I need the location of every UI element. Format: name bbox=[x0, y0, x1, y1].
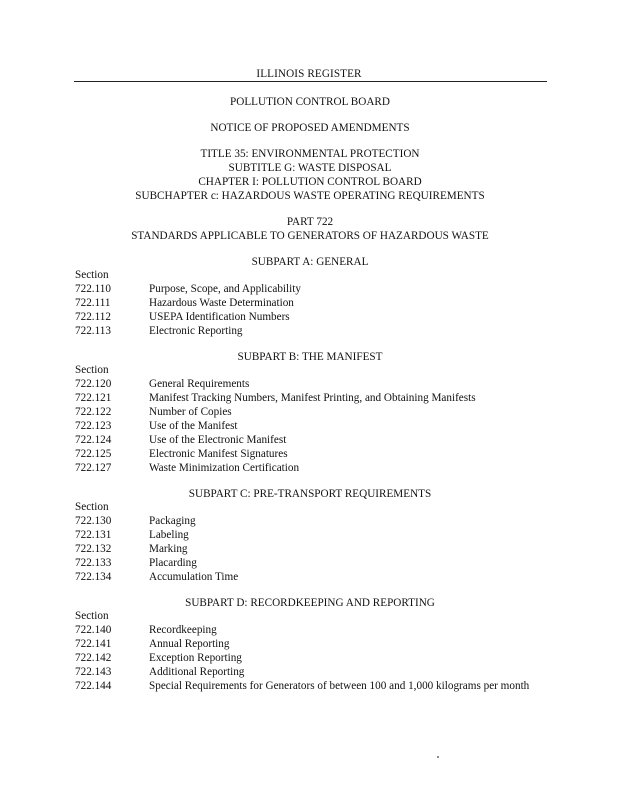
section-label: Section bbox=[75, 364, 109, 376]
section-title: Annual Reporting bbox=[149, 638, 230, 650]
section-title: Marking bbox=[149, 543, 188, 555]
section-title: Packaging bbox=[149, 515, 196, 527]
section-title: Electronic Manifest Signatures bbox=[149, 448, 288, 460]
section-number: 722.127 bbox=[75, 462, 112, 474]
section-number: 722.122 bbox=[75, 406, 112, 418]
register-header: ILLINOIS REGISTER bbox=[256, 68, 362, 80]
section-number: 722.131 bbox=[75, 529, 112, 541]
section-number: 722.134 bbox=[75, 571, 112, 583]
section-title: Waste Minimization Certification bbox=[149, 462, 300, 474]
section-title: USEPA Identification Numbers bbox=[149, 311, 290, 323]
section-title: Additional Reporting bbox=[149, 666, 245, 678]
section-title: General Requirements bbox=[149, 378, 250, 390]
section-title: Labeling bbox=[149, 529, 189, 541]
section-title: Purpose, Scope, and Applicability bbox=[149, 283, 301, 295]
subpart-heading: SUBPART B: THE MANIFEST bbox=[237, 351, 383, 363]
chapter-line: CHAPTER I: POLLUTION CONTROL BOARD bbox=[198, 176, 422, 188]
section-label: Section bbox=[75, 610, 109, 622]
title-line: TITLE 35: ENVIRONMENTAL PROTECTION bbox=[200, 148, 420, 160]
section-number: 722.125 bbox=[75, 448, 112, 460]
subpart-heading: SUBPART C: PRE-TRANSPORT REQUIREMENTS bbox=[188, 488, 432, 500]
page-speck bbox=[437, 756, 439, 758]
section-number: 722.143 bbox=[75, 666, 112, 678]
section-label: Section bbox=[75, 269, 109, 281]
section-number: 722.110 bbox=[75, 283, 111, 295]
subchapter-line: SUBCHAPTER c: HAZARDOUS WASTE OPERATING REQUIREMENTS bbox=[135, 190, 485, 202]
section-title: Accumulation Time bbox=[149, 571, 239, 583]
section-number: 722.140 bbox=[75, 624, 112, 636]
section-number: 722.133 bbox=[75, 557, 112, 569]
section-title: Number of Copies bbox=[149, 406, 232, 418]
part-number: PART 722 bbox=[286, 216, 334, 228]
section-title: Use of the Electronic Manifest bbox=[149, 434, 287, 446]
header-rule bbox=[74, 81, 547, 82]
section-number: 722.132 bbox=[75, 543, 112, 555]
section-title: Manifest Tracking Numbers, Manifest Printing, and Obtaining Manifests bbox=[149, 392, 476, 404]
notice-title: NOTICE OF PROPOSED AMENDMENTS bbox=[210, 122, 410, 134]
section-title: Placarding bbox=[149, 557, 197, 569]
section-number: 722.144 bbox=[75, 680, 112, 692]
subpart-heading: SUBPART A: GENERAL bbox=[251, 256, 369, 268]
subpart-heading: SUBPART D: RECORDKEEPING AND REPORTING bbox=[185, 597, 435, 609]
section-number: 722.113 bbox=[75, 325, 111, 337]
section-number: 722.130 bbox=[75, 515, 112, 527]
section-number: 722.124 bbox=[75, 434, 112, 446]
board-name: POLLUTION CONTROL BOARD bbox=[230, 96, 390, 108]
section-title: Recordkeeping bbox=[149, 624, 217, 636]
section-title: Electronic Reporting bbox=[149, 325, 243, 337]
section-title: Use of the Manifest bbox=[149, 420, 238, 432]
section-number: 722.112 bbox=[75, 311, 111, 323]
section-number: 722.141 bbox=[75, 638, 112, 650]
section-title: Hazardous Waste Determination bbox=[149, 297, 294, 309]
section-title: Exception Reporting bbox=[149, 652, 242, 664]
section-number: 722.120 bbox=[75, 378, 112, 390]
section-number: 722.142 bbox=[75, 652, 112, 664]
section-number: 722.123 bbox=[75, 420, 112, 432]
section-number: 722.121 bbox=[75, 392, 112, 404]
section-label: Section bbox=[75, 501, 109, 513]
subtitle-line: SUBTITLE G: WASTE DISPOSAL bbox=[228, 162, 392, 174]
part-name: STANDARDS APPLICABLE TO GENERATORS OF HAZARDOUS WASTE bbox=[131, 230, 489, 242]
section-title: Special Requirements for Generators of between 100 and 1,000 kilograms per month bbox=[149, 680, 530, 692]
section-number: 722.111 bbox=[75, 297, 111, 309]
